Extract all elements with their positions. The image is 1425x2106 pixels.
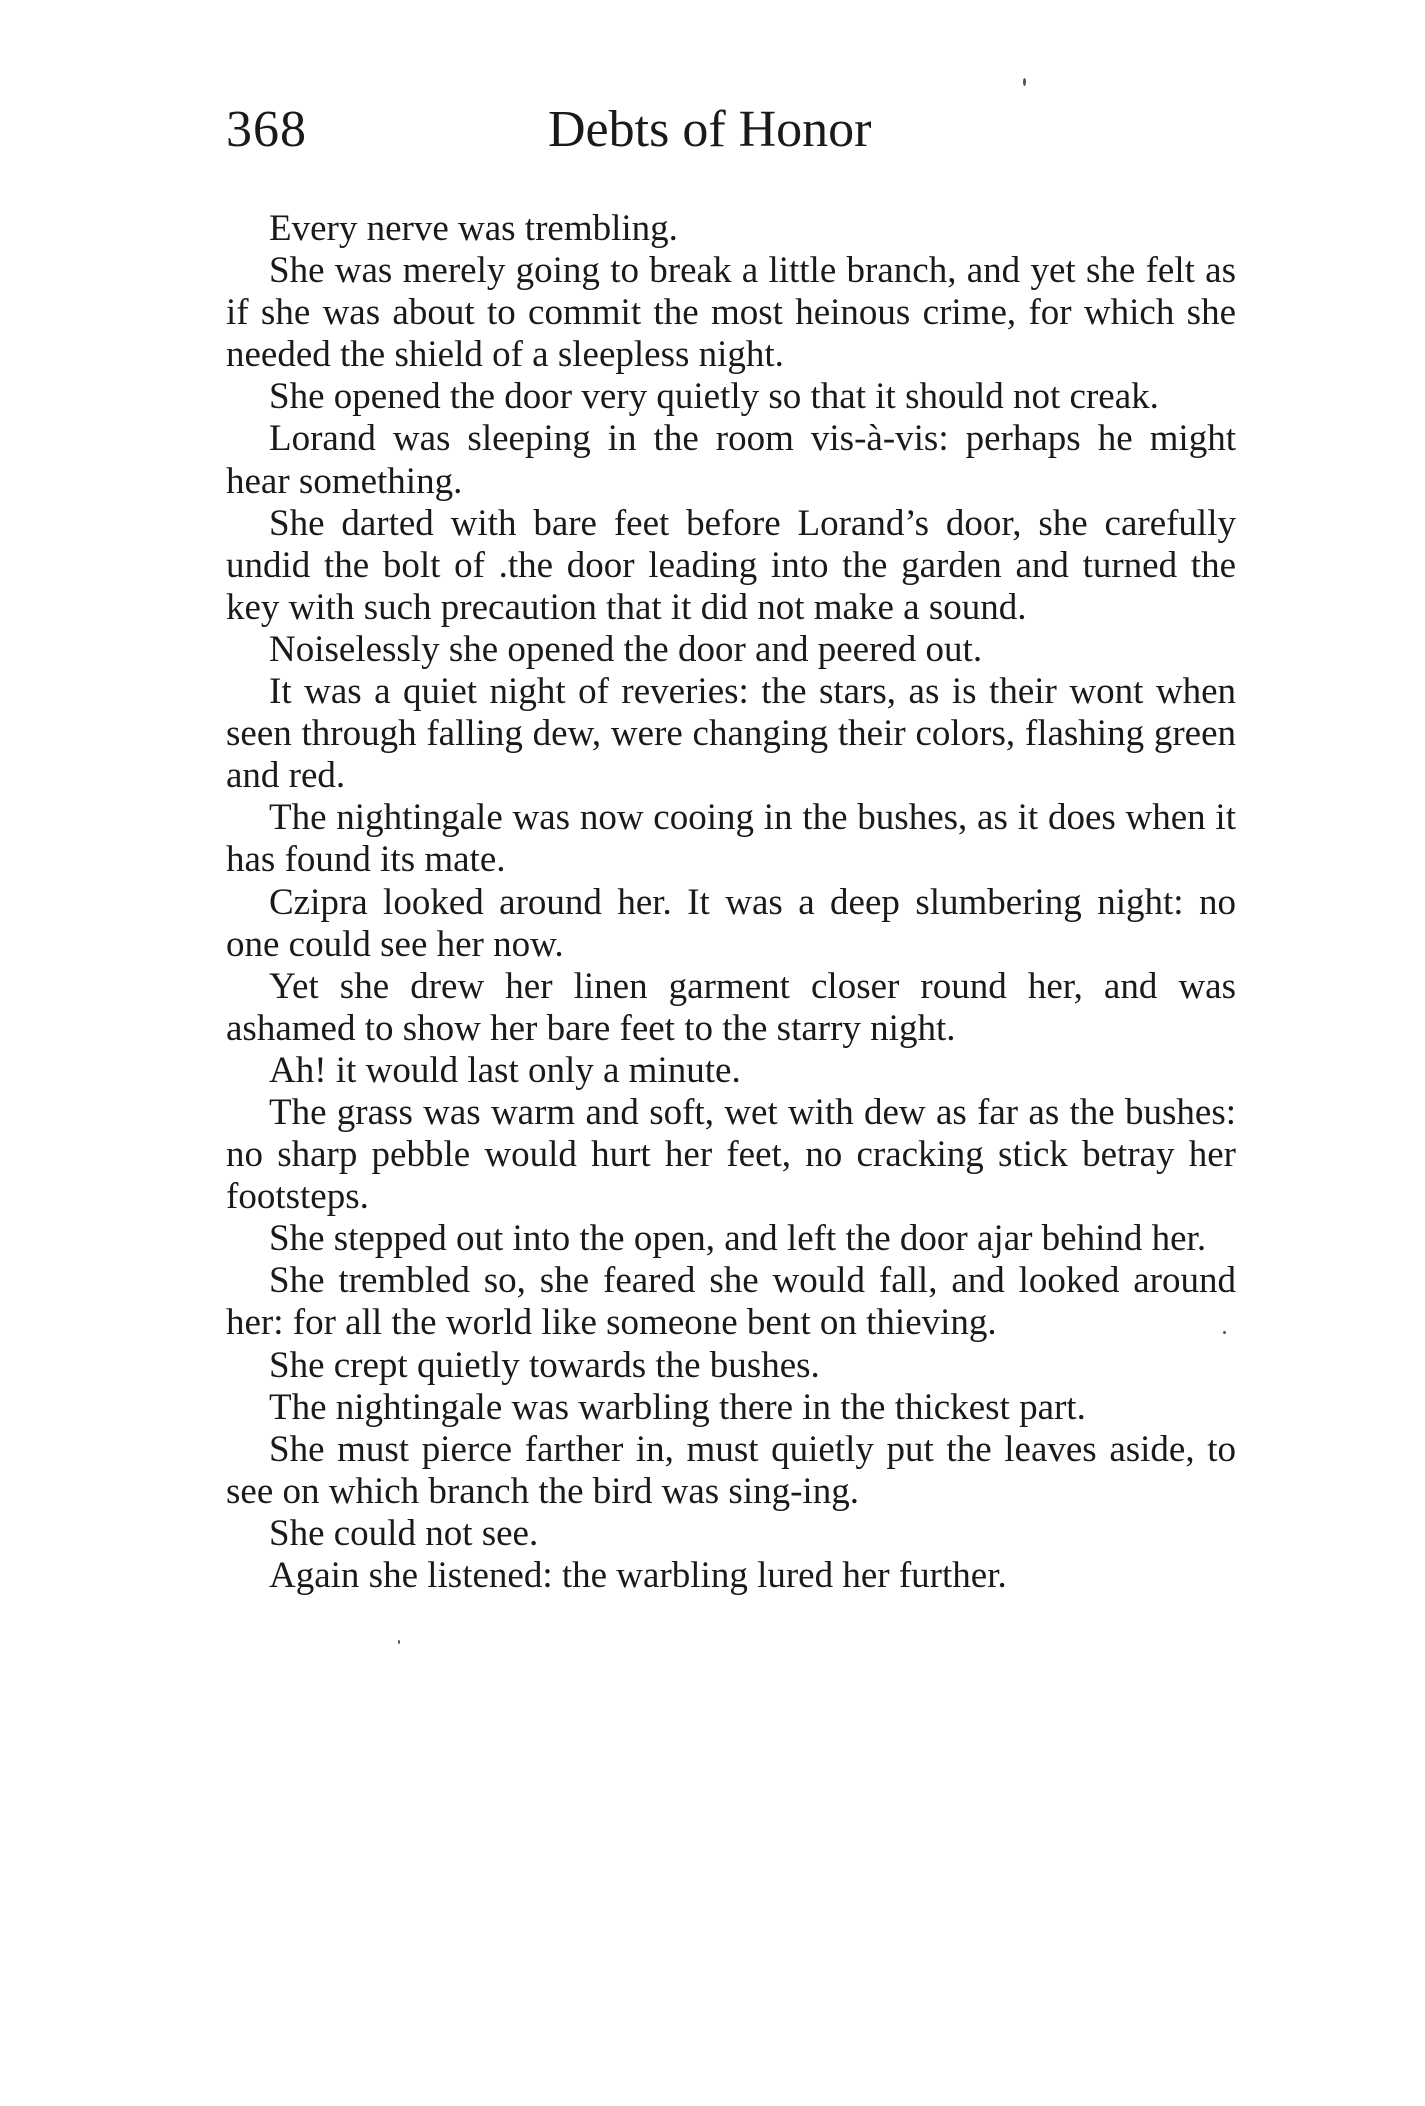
paragraph: Lorand was sleeping in the room vis-à-vis: perhaps he might hear something.: [226, 418, 1236, 502]
paragraph: She trembled so, she feared she would fall, and looked around her: for all the world like someone bent on thieving.: [226, 1260, 1236, 1344]
paragraph: The nightingale was now cooing in the bushes, as it does when it has found its mate.: [226, 797, 1236, 881]
page-header: [226, 100, 1236, 180]
paragraph: It was a quiet night of reveries: the stars, as is their wont when seen through falling dew, were changing their colors, flashing green and red.: [226, 671, 1236, 797]
paragraph: Ah! it would last only a minute.: [269, 1049, 741, 1091]
paragraph: Czipra looked around her. It was a deep slumbering night: no one could see her now.: [226, 881, 1236, 965]
paragraph: She crept quietly towards the bushes.: [269, 1344, 820, 1386]
paragraph: She was merely going to break a little branch, and yet she felt as if she was about to commit the most heinous crime, for which she needed the shield of a sleepless night.: [226, 250, 1236, 376]
paragraph: She must pierce farther in, must quietly put the leaves aside, to see on which branch the bird was sing-ing.: [226, 1428, 1236, 1512]
paragraph: Again she listened: the warbling lured her further.: [269, 1555, 1007, 1596]
paragraph: She darted with bare feet before Lorand’s door, she carefully undid the bolt of .the door leading into the garden and turned the key with such precaution that it did not make a sound.: [226, 502, 1236, 628]
scan-speck: [398, 1640, 400, 1644]
scan-speck: [1223, 1331, 1226, 1334]
paragraph: The grass was warm and soft, wet with dew as far as the bushes: no sharp pebble would hurt her feet, no cracking stick betray her footsteps.: [226, 1091, 1236, 1218]
paragraph: She opened the door very quietly so that it should not creak.: [269, 376, 1159, 418]
paragraph: Every nerve was trembling.: [269, 208, 678, 249]
page-number: 368: [226, 101, 307, 158]
scan-speck: [1023, 78, 1026, 86]
body-text: [226, 208, 1236, 1597]
paragraph: She stepped out into the open, and left the door ajar behind her.: [269, 1218, 1207, 1260]
paragraph: The nightingale was warbling there in the thickest part.: [269, 1386, 1086, 1428]
paragraph: She could not see.: [269, 1512, 539, 1554]
paragraph: Yet she drew her linen garment closer round her, and was ashamed to show her bare feet to the starry night.: [226, 965, 1236, 1049]
running-title: Debts of Honor: [548, 101, 872, 158]
paragraph: Noiselessly she opened the door and peered out.: [269, 628, 983, 670]
